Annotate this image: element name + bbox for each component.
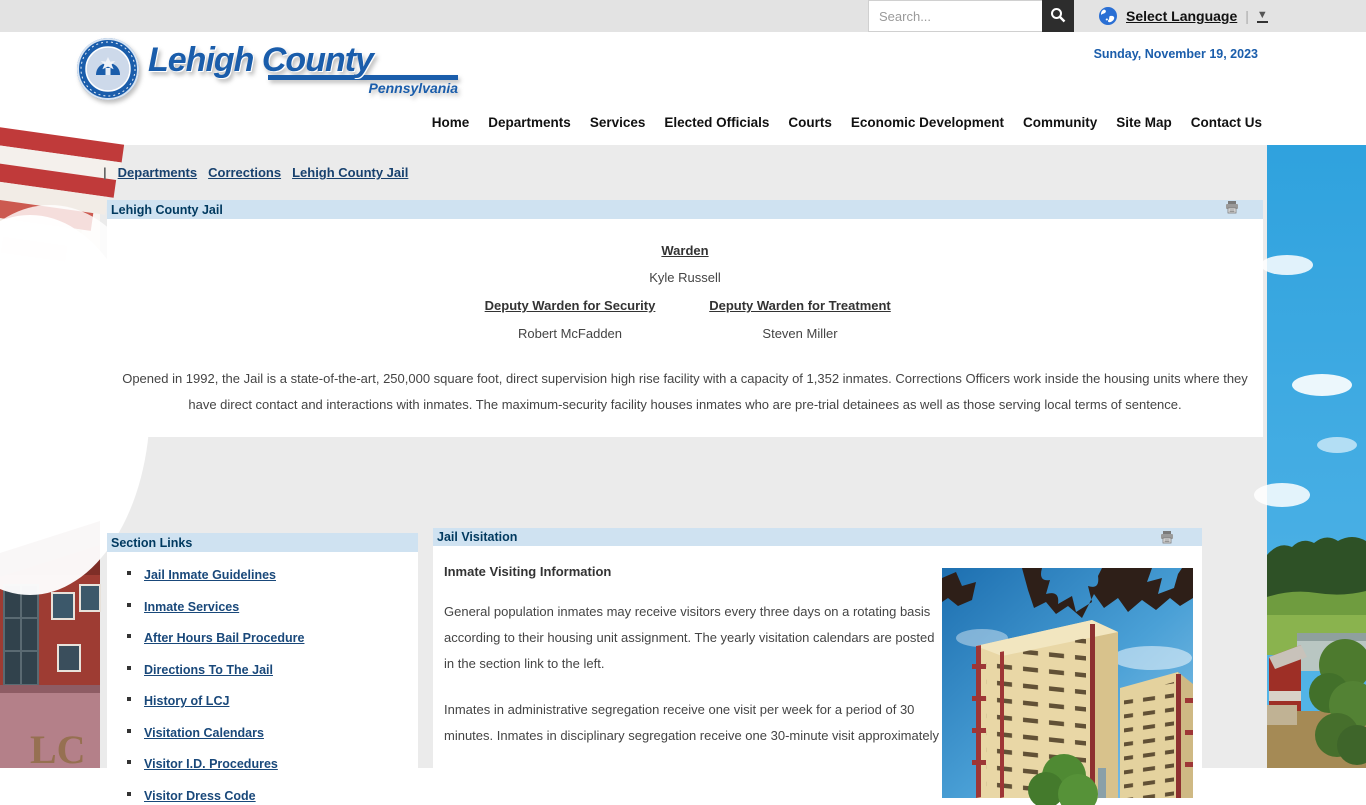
section-link-inmate-services[interactable]: Inmate Services: [144, 599, 240, 614]
deputy-security-column: [468, 298, 672, 341]
jail-visitation-body: [433, 546, 1202, 768]
deputy-security-heading: Deputy Warden for Security: [484, 298, 656, 313]
language-selector: [1098, 0, 1268, 32]
select-language-link[interactable]: Select Language: [1126, 8, 1238, 24]
deputy-warden-row: [107, 298, 1263, 341]
list-item: [127, 661, 418, 679]
nav-item-economic-development[interactable]: Economic Development: [850, 115, 1004, 130]
globe-icon: [1098, 6, 1118, 26]
section-link-visitor-id[interactable]: Visitor I.D. Procedures: [144, 757, 278, 771]
visitation-paragraph-1: General population inmates may receive visitors every three days on a rotating basis according to their housing unit assignment. The yearly visitation calendars are posted in the section link to the left.: [444, 604, 935, 671]
search-input[interactable]: [868, 0, 1042, 32]
jail-building-photo: [942, 568, 1193, 798]
section-links-title: Section Links: [111, 535, 193, 550]
breadcrumb-divider: |: [103, 165, 107, 180]
jail-visitation-panel: [433, 528, 1202, 768]
jail-visitation-title: Jail Visitation: [437, 530, 518, 544]
main-nav: [432, 115, 1262, 130]
top-utility-bar: [0, 0, 1366, 32]
warden-heading: Warden: [661, 243, 709, 258]
list-item: [127, 692, 418, 710]
logo[interactable]: [76, 37, 458, 101]
jail-right-tower: [1120, 672, 1193, 798]
jail-visitation-header: [433, 528, 1202, 546]
main-area: [0, 145, 1366, 803]
site-header: [0, 32, 1366, 145]
section-link-after-hours-bail[interactable]: After Hours Bail Procedure: [144, 631, 305, 645]
right-background-photo: [1267, 145, 1366, 768]
content-column: [100, 145, 1267, 803]
section-link-history[interactable]: History of LCJ: [144, 694, 230, 708]
section-links-header: [107, 533, 418, 552]
section-link-visitor-dress-code[interactable]: Visitor Dress Code: [144, 788, 256, 803]
breadcrumb-corrections[interactable]: Corrections: [208, 165, 282, 180]
logo-title: Lehigh County: [148, 41, 373, 79]
breadcrumb: [103, 165, 408, 180]
warden-name: Kyle Russell: [649, 270, 721, 285]
section-links-panel: [107, 533, 418, 803]
jail-description: Opened in 1992, the Jail is a state-of-the-art, 250,000 square foot, direct supervision high rise facility with a capacity of 1,352 inmates. Corrections Officers work inside the housing units where they have direct contact and interactions with inmates. The maximum-security facility houses inmates who are pre-trial detainees as well as those serving local terms of sentence.: [122, 371, 1248, 412]
list-item: [127, 724, 418, 742]
deputy-security-name: Robert McFadden: [517, 326, 623, 341]
jail-overview-panel: [107, 219, 1263, 437]
nav-item-home[interactable]: Home: [431, 115, 470, 130]
deputy-treatment-name: Steven Miller: [762, 326, 838, 341]
nav-item-elected-officials[interactable]: Elected Officials: [664, 115, 770, 130]
page-title-bar: [107, 200, 1263, 219]
current-date: Sunday, November 19, 2023: [1093, 47, 1258, 61]
nav-item-community[interactable]: Community: [1022, 115, 1098, 130]
logo-text: [148, 43, 458, 95]
nav-item-services[interactable]: Services: [589, 115, 646, 130]
search-button[interactable]: [1042, 0, 1074, 32]
breadcrumb-departments[interactable]: Departments: [117, 165, 198, 180]
page-title: Lehigh County Jail: [111, 202, 223, 217]
print-icon[interactable]: [1156, 531, 1174, 547]
left-background-photo: [0, 145, 100, 772]
nav-item-site-map[interactable]: Site Map: [1116, 115, 1172, 130]
visitation-paragraph-2: Inmates in administrative segregation receive one visit per week for a period of 30 minutes. Inmates in disciplinary segregation receive one 30-minute visit approximately: [444, 702, 939, 743]
list-item: [127, 598, 418, 616]
deputy-treatment-heading: Deputy Warden for Treatment: [709, 298, 891, 313]
list-item: [127, 787, 418, 805]
search-area: [868, 0, 1074, 32]
inmate-visiting-heading: Inmate Visiting Information: [444, 564, 612, 579]
search-icon: [1050, 7, 1066, 26]
county-seal-icon: [76, 37, 140, 101]
language-separator: |: [1245, 8, 1249, 24]
section-links-body: [107, 552, 418, 803]
section-link-jail-inmate-guidelines[interactable]: Jail Inmate Guidelines: [144, 568, 276, 582]
breadcrumb-lehigh-county-jail[interactable]: Lehigh County Jail: [292, 165, 409, 180]
list-item: [127, 566, 418, 584]
section-link-visitation-calendars[interactable]: Visitation Calendars: [144, 725, 264, 740]
svg-text:LC: LC: [30, 727, 86, 772]
section-link-directions[interactable]: Directions To The Jail: [144, 662, 273, 677]
nav-item-contact-us[interactable]: Contact Us: [1190, 115, 1262, 130]
nav-item-departments[interactable]: Departments: [488, 115, 571, 130]
logo-subtitle: Pennsylvania: [268, 75, 458, 95]
list-item: [127, 629, 418, 647]
list-item: [127, 755, 418, 773]
deputy-treatment-column: [698, 298, 902, 341]
print-icon[interactable]: [1225, 201, 1239, 219]
language-dropdown-arrow[interactable]: ▼: [1256, 9, 1268, 21]
nav-item-courts[interactable]: Courts: [788, 115, 832, 130]
